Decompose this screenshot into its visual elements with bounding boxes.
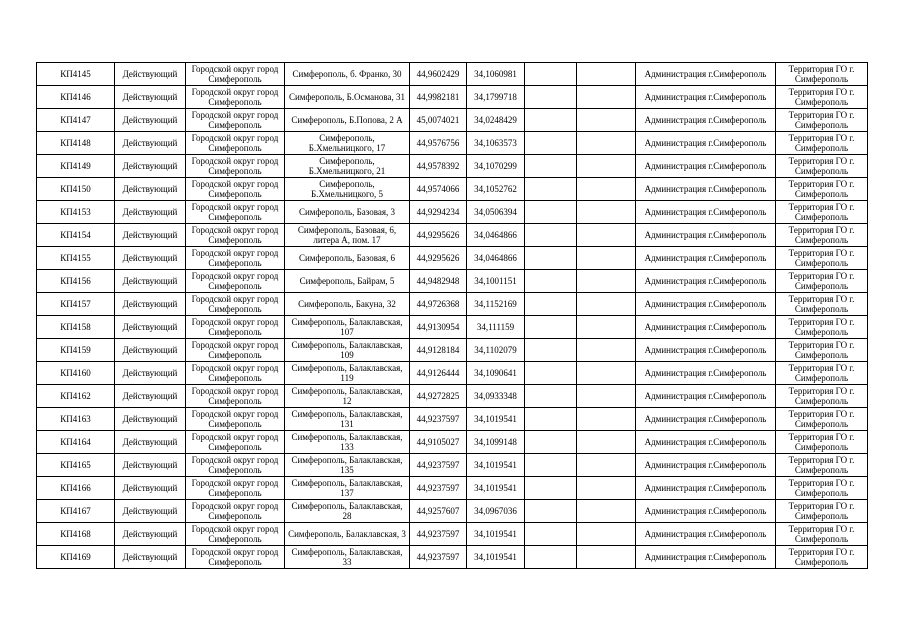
- cell-address: Симферополь, Базовая, 6, литера А, пом. 17: [285, 224, 410, 247]
- cell-empty: [577, 270, 636, 293]
- cell-empty: [577, 316, 636, 339]
- cell-empty: [525, 86, 577, 109]
- cell-district: Городской округ город Симферополь: [186, 132, 285, 155]
- table-row: [37, 339, 868, 362]
- cell-empty: [577, 385, 636, 408]
- cell-address: Симферополь, Балаклавская, 33: [285, 546, 410, 569]
- cell-longitude: 34,1019541: [467, 477, 525, 500]
- cell-longitude: 34,1019541: [467, 454, 525, 477]
- cell-longitude: 34,1052762: [467, 178, 525, 201]
- cell-longitude: 34,1099148: [467, 431, 525, 454]
- cell-administration: Администрация г.Симферополь: [636, 339, 776, 362]
- cell-latitude: 44,9726368: [410, 293, 467, 316]
- table-row: [37, 132, 868, 155]
- cell-territory: Территория ГО г. Симферополь: [776, 293, 868, 316]
- cell-administration: Администрация г.Симферополь: [636, 201, 776, 224]
- cell-status: Действующий: [115, 86, 186, 109]
- cell-status: Действующий: [115, 339, 186, 362]
- cell-address: Симферополь, Балаклавская, 28: [285, 500, 410, 523]
- cell-code: КП4167: [37, 500, 115, 523]
- cell-longitude: 34,1799718: [467, 86, 525, 109]
- cell-address: Симферополь, Балаклавская, 109: [285, 339, 410, 362]
- cell-empty: [525, 523, 577, 546]
- cell-address: Симферополь, Балаклавская, 135: [285, 454, 410, 477]
- cell-latitude: 44,9482948: [410, 270, 467, 293]
- cell-latitude: 44,9272825: [410, 385, 467, 408]
- cell-longitude: 34,1063573: [467, 132, 525, 155]
- cell-longitude: 34,0506394: [467, 201, 525, 224]
- cell-district: Городской округ город Симферополь: [186, 454, 285, 477]
- cell-empty: [525, 500, 577, 523]
- cell-empty: [525, 408, 577, 431]
- cell-longitude: 34,1019541: [467, 523, 525, 546]
- cell-empty: [577, 132, 636, 155]
- cell-territory: Территория ГО г. Симферополь: [776, 385, 868, 408]
- table-row: [37, 454, 868, 477]
- cell-status: Действующий: [115, 224, 186, 247]
- cell-territory: Территория ГО г. Симферополь: [776, 178, 868, 201]
- cell-code: КП4155: [37, 247, 115, 270]
- cell-latitude: 44,9237597: [410, 523, 467, 546]
- cell-empty: [577, 362, 636, 385]
- cell-code: КП4145: [37, 63, 115, 86]
- cell-empty: [577, 339, 636, 362]
- cell-status: Действующий: [115, 316, 186, 339]
- cell-latitude: 44,9574066: [410, 178, 467, 201]
- cell-status: Действующий: [115, 431, 186, 454]
- cell-district: Городской округ город Симферополь: [186, 178, 285, 201]
- cell-code: КП4156: [37, 270, 115, 293]
- cell-address: Симферополь, Балаклавская, 133: [285, 431, 410, 454]
- cell-latitude: 44,9130954: [410, 316, 467, 339]
- cell-status: Действующий: [115, 155, 186, 178]
- cell-code: КП4169: [37, 546, 115, 569]
- cell-administration: Администрация г.Симферополь: [636, 362, 776, 385]
- cell-district: Городской округ город Симферополь: [186, 109, 285, 132]
- cell-empty: [577, 523, 636, 546]
- cell-territory: Территория ГО г. Симферополь: [776, 201, 868, 224]
- cell-district: Городской округ город Симферополь: [186, 63, 285, 86]
- cell-latitude: 44,9237597: [410, 546, 467, 569]
- table-body: [37, 63, 868, 569]
- cell-status: Действующий: [115, 247, 186, 270]
- table-row: [37, 63, 868, 86]
- cell-district: Городской округ город Симферополь: [186, 362, 285, 385]
- cell-latitude: 44,9237597: [410, 477, 467, 500]
- cell-longitude: 34,1102079: [467, 339, 525, 362]
- cell-district: Городской округ город Симферополь: [186, 316, 285, 339]
- cell-empty: [525, 385, 577, 408]
- cell-longitude: 34,1090641: [467, 362, 525, 385]
- cell-code: КП4147: [37, 109, 115, 132]
- cell-empty: [525, 362, 577, 385]
- cell-administration: Администрация г.Симферополь: [636, 109, 776, 132]
- cell-address: Симферополь, Байрам, 5: [285, 270, 410, 293]
- table-row: [37, 500, 868, 523]
- cell-code: КП4164: [37, 431, 115, 454]
- cell-code: КП4157: [37, 293, 115, 316]
- cell-longitude: 34,1019541: [467, 546, 525, 569]
- cell-empty: [525, 63, 577, 86]
- cell-longitude: 34,1001151: [467, 270, 525, 293]
- table-row: [37, 477, 868, 500]
- cell-address: Симферополь, Бакуна, 32: [285, 293, 410, 316]
- cell-latitude: 44,9982181: [410, 86, 467, 109]
- cell-empty: [577, 109, 636, 132]
- cell-longitude: 34,0933348: [467, 385, 525, 408]
- cell-empty: [525, 109, 577, 132]
- table-row: [37, 178, 868, 201]
- cell-administration: Администрация г.Симферополь: [636, 293, 776, 316]
- cell-empty: [577, 546, 636, 569]
- cell-address: Симферополь, Балаклавская, 131: [285, 408, 410, 431]
- table-row: [37, 270, 868, 293]
- cell-empty: [577, 431, 636, 454]
- cell-status: Действующий: [115, 201, 186, 224]
- cell-administration: Администрация г.Симферополь: [636, 408, 776, 431]
- cell-status: Действующий: [115, 109, 186, 132]
- cell-district: Городской округ город Симферополь: [186, 477, 285, 500]
- cell-empty: [525, 201, 577, 224]
- cell-district: Городской округ город Симферополь: [186, 86, 285, 109]
- cell-empty: [525, 178, 577, 201]
- cell-status: Действующий: [115, 63, 186, 86]
- cell-longitude: 34,1152169: [467, 293, 525, 316]
- cell-address: Симферополь, Б.Попова, 2 А: [285, 109, 410, 132]
- cell-code: КП4163: [37, 408, 115, 431]
- cell-empty: [577, 500, 636, 523]
- cell-district: Городской округ город Симферополь: [186, 431, 285, 454]
- cell-code: КП4154: [37, 224, 115, 247]
- cell-longitude: 34,111159: [467, 316, 525, 339]
- cell-code: КП4150: [37, 178, 115, 201]
- cell-territory: Территория ГО г. Симферополь: [776, 362, 868, 385]
- cell-administration: Администрация г.Симферополь: [636, 477, 776, 500]
- cell-status: Действующий: [115, 385, 186, 408]
- cell-district: Городской округ город Симферополь: [186, 523, 285, 546]
- cell-status: Действующий: [115, 408, 186, 431]
- table-row: [37, 523, 868, 546]
- cell-code: КП4166: [37, 477, 115, 500]
- cell-empty: [525, 247, 577, 270]
- cell-empty: [525, 155, 577, 178]
- cell-latitude: 45,0074021: [410, 109, 467, 132]
- cell-district: Городской округ город Симферополь: [186, 224, 285, 247]
- cell-latitude: 44,9578392: [410, 155, 467, 178]
- cell-territory: Территория ГО г. Симферополь: [776, 86, 868, 109]
- cell-longitude: 34,0967036: [467, 500, 525, 523]
- cell-territory: Территория ГО г. Симферополь: [776, 109, 868, 132]
- cell-administration: Администрация г.Симферополь: [636, 454, 776, 477]
- table-row: [37, 224, 868, 247]
- cell-address: Симферополь, Б.Хмельницкого, 5: [285, 178, 410, 201]
- cell-administration: Администрация г.Симферополь: [636, 385, 776, 408]
- cell-longitude: 34,1070299: [467, 155, 525, 178]
- table-row: [37, 86, 868, 109]
- cell-district: Городской округ город Симферополь: [186, 339, 285, 362]
- cell-district: Городской округ город Симферополь: [186, 293, 285, 316]
- cell-administration: Администрация г.Симферополь: [636, 63, 776, 86]
- cell-code: КП4153: [37, 201, 115, 224]
- cell-latitude: 44,9576756: [410, 132, 467, 155]
- cell-administration: Администрация г.Симферополь: [636, 546, 776, 569]
- cell-latitude: 44,9126444: [410, 362, 467, 385]
- cell-status: Действующий: [115, 500, 186, 523]
- cell-empty: [577, 86, 636, 109]
- cell-territory: Территория ГО г. Симферополь: [776, 247, 868, 270]
- cell-status: Действующий: [115, 270, 186, 293]
- cell-longitude: 34,0464866: [467, 224, 525, 247]
- cell-status: Действующий: [115, 178, 186, 201]
- cell-empty: [577, 293, 636, 316]
- cell-latitude: 44,9237597: [410, 408, 467, 431]
- cell-status: Действующий: [115, 477, 186, 500]
- table-row: [37, 247, 868, 270]
- cell-code: КП4148: [37, 132, 115, 155]
- cell-empty: [577, 454, 636, 477]
- cell-territory: Территория ГО г. Симферополь: [776, 339, 868, 362]
- cell-latitude: 44,9602429: [410, 63, 467, 86]
- cell-latitude: 44,9128184: [410, 339, 467, 362]
- cell-longitude: 34,1060981: [467, 63, 525, 86]
- cell-administration: Администрация г.Симферополь: [636, 500, 776, 523]
- cell-district: Городской округ город Симферополь: [186, 546, 285, 569]
- cell-longitude: 34,0464866: [467, 247, 525, 270]
- cell-code: КП4165: [37, 454, 115, 477]
- cell-empty: [577, 224, 636, 247]
- cell-territory: Территория ГО г. Симферополь: [776, 132, 868, 155]
- cell-address: Симферополь, Балаклавская, 107: [285, 316, 410, 339]
- table-row: [37, 385, 868, 408]
- registry-table: [36, 62, 868, 569]
- cell-code: КП4158: [37, 316, 115, 339]
- cell-address: Симферополь, Б.Хмельницкого, 21: [285, 155, 410, 178]
- table-row: [37, 362, 868, 385]
- cell-administration: Администрация г.Симферополь: [636, 247, 776, 270]
- cell-territory: Территория ГО г. Симферополь: [776, 224, 868, 247]
- cell-latitude: 44,9295626: [410, 247, 467, 270]
- cell-code: КП4146: [37, 86, 115, 109]
- cell-longitude: 34,1019541: [467, 408, 525, 431]
- table-row: [37, 293, 868, 316]
- cell-empty: [525, 454, 577, 477]
- cell-administration: Администрация г.Симферополь: [636, 178, 776, 201]
- cell-district: Городской округ город Симферополь: [186, 385, 285, 408]
- table-row: [37, 201, 868, 224]
- table-row: [37, 431, 868, 454]
- cell-longitude: 34,0248429: [467, 109, 525, 132]
- cell-address: Симферополь, Б.Хмельницкого, 17: [285, 132, 410, 155]
- cell-territory: Территория ГО г. Симферополь: [776, 155, 868, 178]
- cell-empty: [577, 201, 636, 224]
- cell-code: КП4159: [37, 339, 115, 362]
- table-row: [37, 408, 868, 431]
- cell-administration: Администрация г.Симферополь: [636, 86, 776, 109]
- cell-address: Симферополь, Балаклавская, 3: [285, 523, 410, 546]
- cell-empty: [577, 477, 636, 500]
- cell-empty: [577, 63, 636, 86]
- cell-empty: [525, 339, 577, 362]
- cell-empty: [525, 270, 577, 293]
- cell-empty: [577, 178, 636, 201]
- cell-administration: Администрация г.Симферополь: [636, 132, 776, 155]
- cell-territory: Территория ГО г. Симферополь: [776, 431, 868, 454]
- cell-latitude: 44,9294234: [410, 201, 467, 224]
- cell-status: Действующий: [115, 454, 186, 477]
- cell-territory: Территория ГО г. Симферополь: [776, 408, 868, 431]
- cell-administration: Администрация г.Симферополь: [636, 431, 776, 454]
- cell-address: Симферополь, Базовая, 6: [285, 247, 410, 270]
- cell-latitude: 44,9237597: [410, 454, 467, 477]
- cell-administration: Администрация г.Симферополь: [636, 270, 776, 293]
- cell-district: Городской округ город Симферополь: [186, 155, 285, 178]
- cell-empty: [525, 431, 577, 454]
- cell-territory: Территория ГО г. Симферополь: [776, 523, 868, 546]
- cell-territory: Территория ГО г. Симферополь: [776, 316, 868, 339]
- cell-status: Действующий: [115, 132, 186, 155]
- cell-district: Городской округ город Симферополь: [186, 408, 285, 431]
- cell-empty: [525, 477, 577, 500]
- cell-address: Симферополь, Балаклавская, 119: [285, 362, 410, 385]
- cell-code: КП4162: [37, 385, 115, 408]
- cell-address: Симферополь, б. Франко, 30: [285, 63, 410, 86]
- cell-territory: Территория ГО г. Симферополь: [776, 63, 868, 86]
- cell-empty: [577, 155, 636, 178]
- cell-territory: Территория ГО г. Симферополь: [776, 270, 868, 293]
- cell-address: Симферополь, Балаклавская, 12: [285, 385, 410, 408]
- cell-address: Симферополь, Базовая, 3: [285, 201, 410, 224]
- cell-empty: [525, 293, 577, 316]
- cell-status: Действующий: [115, 546, 186, 569]
- cell-code: КП4160: [37, 362, 115, 385]
- cell-territory: Территория ГО г. Симферополь: [776, 500, 868, 523]
- cell-status: Действующий: [115, 523, 186, 546]
- cell-territory: Территория ГО г. Симферополь: [776, 546, 868, 569]
- cell-empty: [525, 132, 577, 155]
- cell-latitude: 44,9105027: [410, 431, 467, 454]
- cell-empty: [525, 316, 577, 339]
- cell-administration: Администрация г.Симферополь: [636, 224, 776, 247]
- cell-territory: Территория ГО г. Симферополь: [776, 454, 868, 477]
- cell-address: Симферополь, Балаклавская, 137: [285, 477, 410, 500]
- cell-district: Городской округ город Симферополь: [186, 500, 285, 523]
- cell-administration: Администрация г.Симферополь: [636, 523, 776, 546]
- cell-district: Городской округ город Симферополь: [186, 247, 285, 270]
- cell-administration: Администрация г.Симферополь: [636, 316, 776, 339]
- cell-code: КП4149: [37, 155, 115, 178]
- cell-empty: [577, 408, 636, 431]
- cell-empty: [577, 247, 636, 270]
- cell-district: Городской округ город Симферополь: [186, 270, 285, 293]
- table-row: [37, 316, 868, 339]
- cell-territory: Территория ГО г. Симферополь: [776, 477, 868, 500]
- cell-address: Симферополь, Б.Османова, 31: [285, 86, 410, 109]
- cell-status: Действующий: [115, 293, 186, 316]
- cell-status: Действующий: [115, 362, 186, 385]
- cell-district: Городской округ город Симферополь: [186, 201, 285, 224]
- cell-empty: [525, 546, 577, 569]
- cell-administration: Администрация г.Симферополь: [636, 155, 776, 178]
- table-row: [37, 109, 868, 132]
- table-row: [37, 546, 868, 569]
- cell-empty: [525, 224, 577, 247]
- table-row: [37, 155, 868, 178]
- cell-latitude: 44,9257607: [410, 500, 467, 523]
- cell-latitude: 44,9295626: [410, 224, 467, 247]
- cell-code: КП4168: [37, 523, 115, 546]
